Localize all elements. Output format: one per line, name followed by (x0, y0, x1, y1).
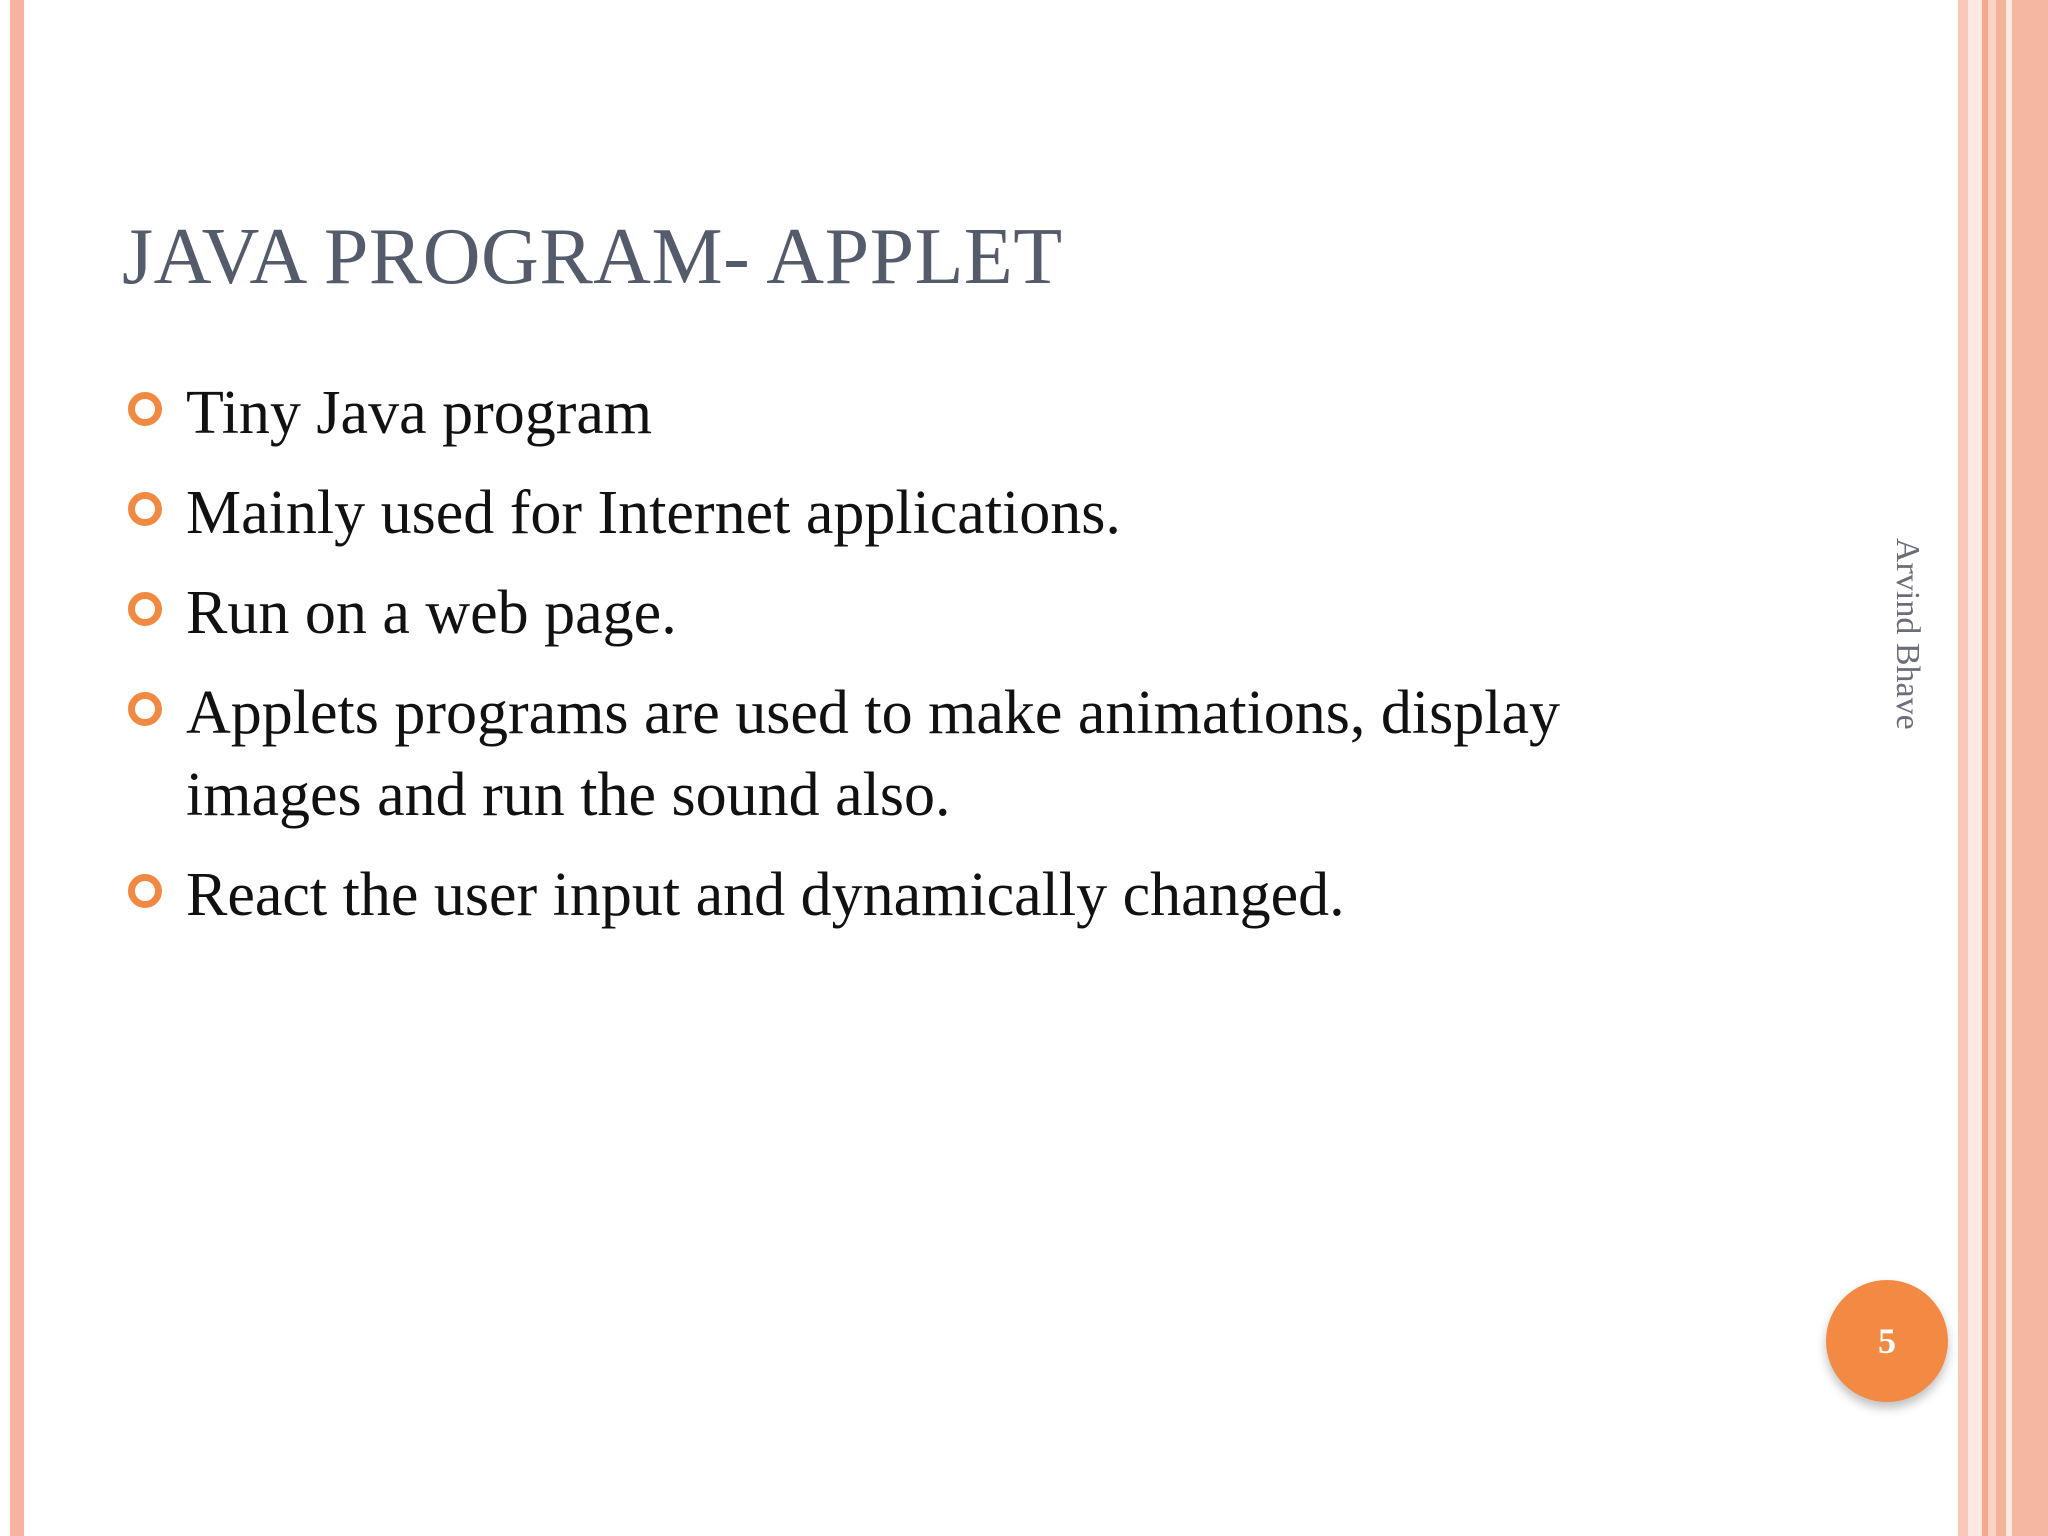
hollow-circle-icon (128, 592, 162, 626)
bullet-list (128, 372, 1748, 954)
page-number-badge (1826, 1280, 1948, 1402)
hollow-circle-icon (128, 692, 162, 726)
bullet-text: Tiny Java program (186, 379, 653, 447)
author-side-text: Arvind Bhave (1889, 538, 1926, 730)
bullet-text: React the user input and dynamically changed. (186, 861, 1345, 929)
hollow-circle-icon (128, 392, 162, 426)
right-border-stripe (2012, 0, 2048, 1536)
right-border-stripe (1958, 0, 1968, 1536)
bullet-item (128, 572, 1748, 654)
page-number: 5 (1878, 1321, 1896, 1361)
bullet-item (128, 854, 1748, 936)
bullet-item (128, 372, 1748, 454)
bullet-item (128, 672, 1748, 836)
left-border-decoration (10, 0, 24, 1536)
bullet-item (128, 472, 1748, 554)
right-border-stripe (1988, 0, 1996, 1536)
bullet-text: Run on a web page. (186, 579, 677, 647)
bullet-text: Applets programs are used to make animations, display images and run the sound also. (186, 679, 1561, 829)
right-border-stripe (1968, 0, 1982, 1536)
right-border-stripe (1996, 0, 2006, 1536)
bullet-text: Mainly used for Internet applications. (186, 479, 1121, 547)
hollow-circle-icon (128, 874, 162, 908)
hollow-circle-icon (128, 492, 162, 526)
slide-title: JAVA PROGRAM- APPLET (122, 213, 1063, 301)
